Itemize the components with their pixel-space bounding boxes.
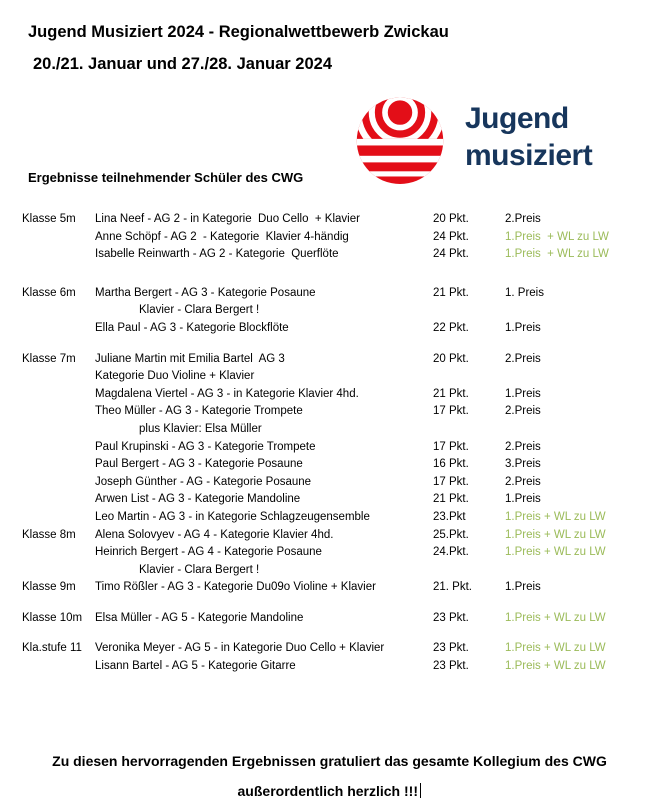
class-label: Klasse 10m [22,611,83,624]
prize-value: 2.Preis [505,475,541,488]
points-value: 25.Pkt. [433,528,469,541]
points-value: 20 Pkt. [433,213,469,225]
class-label: Klasse 6m [22,286,76,299]
participant-text: Magdalena Viertel - AG 3 - in Kategorie Klavier 4hd. [95,387,359,400]
points-value: 21. Pkt. [433,581,472,594]
points-value: 23 Pkt. [433,660,469,673]
points-value: 23.Pkt [433,510,466,523]
participant-text: Juliane Martin mit Emilia Bartel AG 3 [95,352,285,365]
result-row [22,246,655,264]
prize-value: 1.Preis + WL zu LW [505,528,606,541]
result-row [22,320,655,338]
participant-text: Klavier - Clara Bergert ! [139,304,260,317]
participant-text: Martha Bergert - AG 3 - Kategorie Posaune [95,286,316,299]
points-value: 24.Pkt. [433,546,469,559]
prize-value: 1.Preis + WL zu LW [505,510,606,523]
participant-text: Arwen List - AG 3 - Kategorie Mandoline [95,493,301,506]
prize-value: 1.Preis [505,493,541,506]
participant-text: Veronika Meyer - AG 5 - in Kategorie Duo Cello + Klavier [95,642,385,655]
points-value: 24 Pkt. [433,248,469,261]
result-row [22,386,655,404]
prize-value: 2.Preis [505,213,541,225]
text-cursor [420,783,422,798]
result-row [22,211,655,229]
footer-line2: außerordentlich herzlich !!! [237,783,418,799]
prize-value: 1.Preis [505,387,541,400]
jugend-musiziert-logo [352,90,592,184]
class-label: Klasse 8m [22,528,76,541]
participant-text: Isabelle Reinwarth - AG 2 - Kategorie Querflöte [95,248,339,261]
participant-text: Paul Krupinski - AG 3 - Kategorie Trompete [95,440,316,453]
result-row [22,491,655,509]
points-value: 22 Pkt. [433,321,469,334]
class-label: Klasse 9m [22,581,76,594]
prize-value: 1.Preis + WL zu LW [505,660,606,673]
result-row [22,640,655,658]
participant-text: plus Klavier: Elsa Müller [139,422,262,435]
points-value: 17 Pkt. [433,475,469,488]
footer-congratulations [0,746,659,806]
participant-text: Theo Müller - AG 3 - Kategorie Trompete [95,405,303,418]
points-value: 21 Pkt. [433,286,469,299]
prize-value: 1.Preis [505,581,541,594]
result-row [22,302,655,320]
participant-text: Leo Martin - AG 3 - in Kategorie Schlagzeugensemble [95,510,370,523]
participant-text: Lisann Bartel - AG 5 - Kategorie Gitarre [95,660,296,673]
result-row [22,658,655,676]
document-date-line: 20./21. Januar und 27./28. Januar 2024 [33,55,332,73]
result-row [22,439,655,457]
points-value: 21 Pkt. [433,493,469,506]
points-value: 17 Pkt. [433,440,469,453]
prize-value: 1.Preis + WL zu LW [505,546,606,559]
points-value: 20 Pkt. [433,352,469,365]
participant-text: Timo Rößler - AG 3 - Kategorie Du09o Violine + Klavier [95,581,376,594]
prize-value: 1.Preis [505,321,541,334]
participant-text: Klavier - Clara Bergert ! [139,563,260,576]
points-value: 23 Pkt. [433,611,469,624]
result-row [22,285,655,303]
result-row [22,544,655,562]
logo-wordmark [465,100,592,174]
result-row [22,229,655,247]
prize-value: 3.Preis [505,458,541,471]
result-row [22,509,655,527]
prize-value: 2.Preis [505,352,541,365]
participant-text: Paul Bergert - AG 3 - Kategorie Posaune [95,458,303,471]
prize-value: 1.Preis + WL zu LW [505,642,606,655]
result-row [22,421,655,439]
result-row [22,368,655,386]
points-value: 23 Pkt. [433,642,469,655]
result-row [22,579,655,597]
prize-value: 1.Preis + WL zu LW [505,611,606,624]
participant-text: Ella Paul - AG 3 - Kategorie Blockflöte [95,321,289,334]
class-label: Kla.stufe 11 [22,642,82,655]
results-heading: Ergebnisse teilnehmender Schüler des CWG [28,170,304,185]
footer-line1: Zu diesen hervorragenden Ergebnissen gratuliert das gesamte Kollegium des CWG [52,753,607,769]
points-value: 17 Pkt. [433,405,469,418]
jugend-musiziert-striped-ball-icon [352,90,448,184]
class-label: Klasse 7m [22,352,76,365]
result-row [22,527,655,545]
result-row [22,403,655,421]
participant-text: Anne Schöpf - AG 2 - Kategorie Klavier 4-händig [95,230,349,243]
logo-wordmark-line1: Jugend [465,102,569,135]
result-row [22,351,655,369]
result-row [22,456,655,474]
class-label: Klasse 5m [22,213,76,225]
participant-text: Alena Solovyev - AG 4 - Kategorie Klavier 4hd. [95,528,334,541]
results-table [22,211,655,676]
logo-wordmark-line2: musiziert [465,139,593,172]
participant-text: Elsa Müller - AG 5 - Kategorie Mandoline [95,611,304,624]
result-row [22,610,655,628]
points-value: 21 Pkt. [433,387,469,400]
prize-value: 1.Preis + WL zu LW [505,230,609,243]
document-title: Jugend Musiziert 2024 - Regionalwettbewerb Zwickau [28,23,449,41]
results-rows [22,211,655,676]
prize-value: 2.Preis [505,440,541,453]
prize-value: 1.Preis + WL zu LW [505,248,609,261]
points-value: 24 Pkt. [433,230,469,243]
result-row [22,562,655,580]
participant-text: Lina Neef - AG 2 - in Kategorie Duo Cello + Klavier [95,213,360,225]
prize-value: 2.Preis [505,405,541,418]
participant-text: Heinrich Bergert - AG 4 - Kategorie Posaune [95,546,322,559]
participant-text: Kategorie Duo Violine + Klavier [95,370,255,383]
result-row [22,474,655,492]
points-value: 16 Pkt. [433,458,469,471]
footer-line2-wrap [0,776,659,806]
prize-value: 1. Preis [505,286,544,299]
participant-text: Joseph Günther - AG - Kategorie Posaune [95,475,312,488]
